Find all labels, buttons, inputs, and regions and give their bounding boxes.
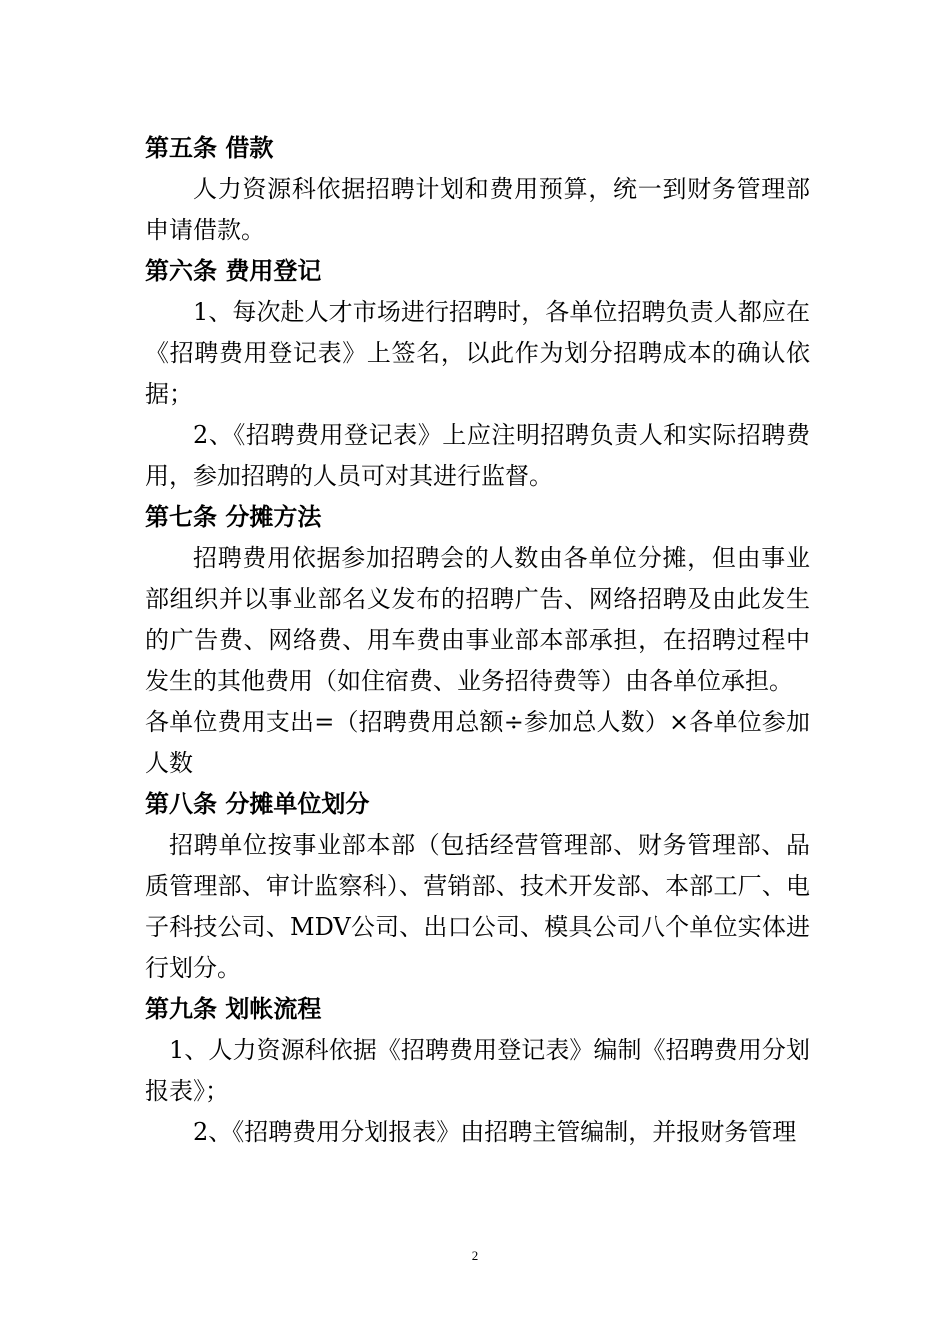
page-number: 2 — [471, 1248, 479, 1263]
article-5-heading: 第五条 借款 — [145, 134, 274, 162]
article-8-paragraph: 招聘单位按事业部本部（包括经营管理部、财务管理部、品质管理部、审计监察科）、营销部、技术开发部、本部工厂、电子科技公司、MDV公司、出口公司、模具公司八个单位实体进行划分。 — [145, 831, 810, 982]
article-6-heading: 第六条 费用登记 — [145, 257, 322, 285]
article-6-item-2: 2、《招聘费用登记表》上应注明招聘负责人和实际招聘费用，参加招聘的人员可对其进行监督。 — [145, 421, 810, 490]
article-7-heading: 第七条 分摊方法 — [145, 503, 322, 531]
article-7-paragraph: 招聘费用依据参加招聘会的人数由各单位分摊，但由事业部组织并以事业部名义发布的招聘广告、网络招聘及由此发生的广告费、网络费、用车费由事业部本部承担，在招聘过程中发生的其他费用（如住宿费、业务招待费等）由各单位承担。 — [145, 544, 810, 695]
article-9-item-1: 1、人力资源科依据《招聘费用登记表》编制《招聘费用分划报表》； — [145, 1036, 810, 1105]
article-6-item-1: 1、每次赴人才市场进行招聘时，各单位招聘负责人都应在《招聘费用登记表》上签名，以此作为划分招聘成本的确认依据； — [145, 298, 810, 408]
article-9-item-2: 2、《招聘费用分划报表》由招聘主管编制，并报财务管理 — [193, 1118, 797, 1146]
document-body — [145, 128, 810, 1153]
article-7-formula: 各单位费用支出=（招聘费用总额÷参加总人数）×各单位参加人数 — [145, 708, 810, 777]
article-5-paragraph: 人力资源科依据招聘计划和费用预算，统一到财务管理部申请借款。 — [145, 175, 810, 244]
article-8-heading: 第八条 分摊单位划分 — [145, 790, 370, 818]
article-9-heading: 第九条 划帐流程 — [145, 995, 322, 1023]
